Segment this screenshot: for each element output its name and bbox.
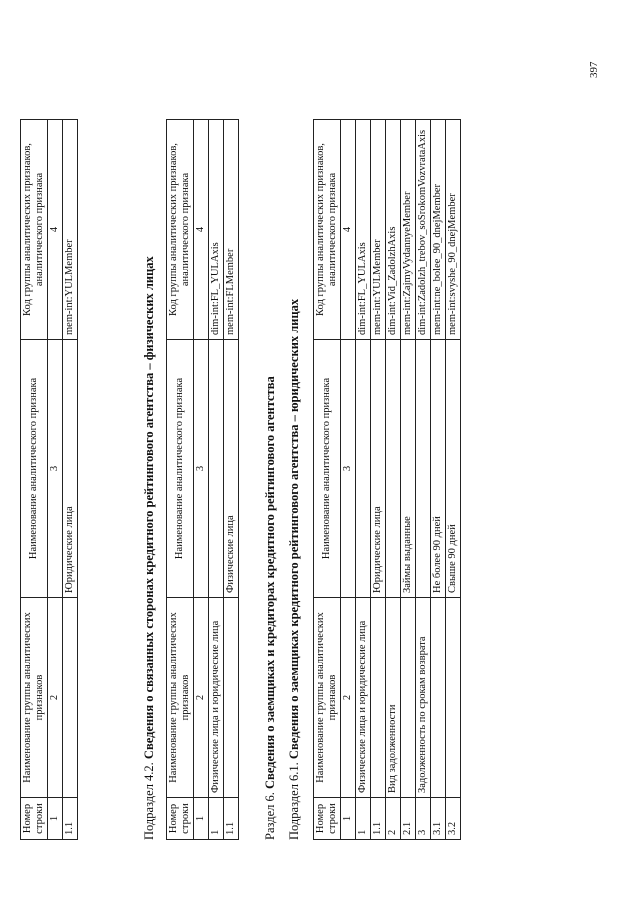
table-yul-codes <box>20 119 78 840</box>
group-name <box>371 598 386 798</box>
row-number: 3.1 <box>431 798 446 840</box>
group-name <box>431 598 446 798</box>
attribute-name: Юридические лица <box>371 340 386 598</box>
column-number-row <box>341 120 356 840</box>
section-6-heading <box>263 376 278 840</box>
attribute-name <box>209 340 224 598</box>
group-name: Вид задолженности <box>386 598 401 798</box>
column-number: 3 <box>194 340 209 598</box>
table-fl-codes <box>166 119 239 840</box>
row-number: 1 <box>209 798 224 840</box>
table-header-row <box>21 120 48 840</box>
column-number: 1 <box>48 798 63 840</box>
attribute-code: mem-int:FLMember <box>224 120 239 340</box>
group-name: Задолженность по срокам возврата <box>416 598 431 798</box>
column-number: 4 <box>341 120 356 340</box>
heading-title: Сведения о заемщиках и кредиторах кредитного рейтингового агентства <box>263 376 277 790</box>
row-number: 1 <box>356 798 371 840</box>
row-number: 1.1 <box>63 798 78 840</box>
heading-title: Сведения о заемщиках кредитного рейтингового агентства – юридических лицах <box>287 298 301 760</box>
header-cell: Номер строки <box>167 798 194 840</box>
table-row <box>431 120 446 840</box>
attribute-name: Свыше 90 дней <box>446 340 461 598</box>
header-cell: Номер строки <box>314 798 341 840</box>
column-number: 2 <box>341 598 356 798</box>
attribute-name <box>386 340 401 598</box>
column-number-row <box>48 120 63 840</box>
section-4-2-heading <box>142 256 157 840</box>
heading-prefix: Подраздел 4.2. <box>142 759 156 840</box>
table-row <box>63 120 78 840</box>
table-row <box>416 120 431 840</box>
table-row <box>401 120 416 840</box>
header-cell: Код группы аналитических признаков, аналитического признака <box>21 120 48 340</box>
attribute-code: dim-int:Zadolzh_trebov_soSrokomVozvrataAxis <box>416 120 431 340</box>
attribute-name <box>356 340 371 598</box>
header-cell: Наименование аналитического признака <box>314 340 341 598</box>
column-number: 3 <box>48 340 63 598</box>
attribute-code: mem-int:YULMember <box>371 120 386 340</box>
table-row <box>371 120 386 840</box>
table-header-row <box>314 120 341 840</box>
column-number-row <box>194 120 209 840</box>
attribute-name: Не более 90 дней <box>431 340 446 598</box>
column-number: 2 <box>48 598 63 798</box>
attribute-code: dim-int:FL_YULAxis <box>356 120 371 340</box>
row-number: 2.1 <box>401 798 416 840</box>
row-number: 1.1 <box>224 798 239 840</box>
table-row <box>386 120 401 840</box>
group-name <box>446 598 461 798</box>
attribute-name: Физические лица <box>224 340 239 598</box>
group-name <box>63 598 78 798</box>
table-borrowers-codes <box>313 119 461 840</box>
header-cell: Наименование группы аналитических признаков <box>167 598 194 798</box>
attribute-code: dim-int:FL_YULAxis <box>209 120 224 340</box>
attribute-name: Юридические лица <box>63 340 78 598</box>
header-cell: Наименование аналитического признака <box>21 340 48 598</box>
group-name: Физические лица и юридические лица <box>209 598 224 798</box>
column-number: 2 <box>194 598 209 798</box>
group-name: Физические лица и юридические лица <box>356 598 371 798</box>
group-name <box>224 598 239 798</box>
attribute-code: mem-int:YULMember <box>63 120 78 340</box>
attribute-name <box>416 340 431 598</box>
row-number: 3 <box>416 798 431 840</box>
table-row <box>356 120 371 840</box>
header-cell: Номер строки <box>21 798 48 840</box>
section-6-1-heading <box>287 299 302 840</box>
attribute-code: mem-int:ZajmyVydannyeMember <box>401 120 416 340</box>
header-cell: Наименование группы аналитических признаков <box>314 598 341 798</box>
column-number: 4 <box>48 120 63 340</box>
row-number: 2 <box>386 798 401 840</box>
header-cell: Код группы аналитических признаков, аналитического признака <box>314 120 341 340</box>
column-number: 3 <box>341 340 356 598</box>
table-header-row <box>167 120 194 840</box>
page-number: 397 <box>588 61 600 78</box>
attribute-code: mem-int:ne_bolee_90_dnejMember <box>431 120 446 340</box>
table-row <box>446 120 461 840</box>
column-number: 1 <box>341 798 356 840</box>
header-cell: Код группы аналитических признаков, аналитического признака <box>167 120 194 340</box>
heading-prefix: Подраздел 6.1. <box>287 759 301 840</box>
row-number: 3.2 <box>446 798 461 840</box>
attribute-name: Займы выданные <box>401 340 416 598</box>
attribute-code: mem-int:svyshe_90_dnejMember <box>446 120 461 340</box>
heading-prefix: Раздел 6. <box>263 789 277 840</box>
group-name <box>401 598 416 798</box>
column-number: 1 <box>194 798 209 840</box>
table-row <box>224 120 239 840</box>
row-number: 1.1 <box>371 798 386 840</box>
attribute-code: dim-int:Vid_ZadolzhAxis <box>386 120 401 340</box>
table-row <box>209 120 224 840</box>
heading-title: Сведения о связанных сторонах кредитного рейтингового агентства – физических лицах <box>142 256 156 760</box>
header-cell: Наименование группы аналитических признаков <box>21 598 48 798</box>
header-cell: Наименование аналитического признака <box>167 340 194 598</box>
column-number: 4 <box>194 120 209 340</box>
